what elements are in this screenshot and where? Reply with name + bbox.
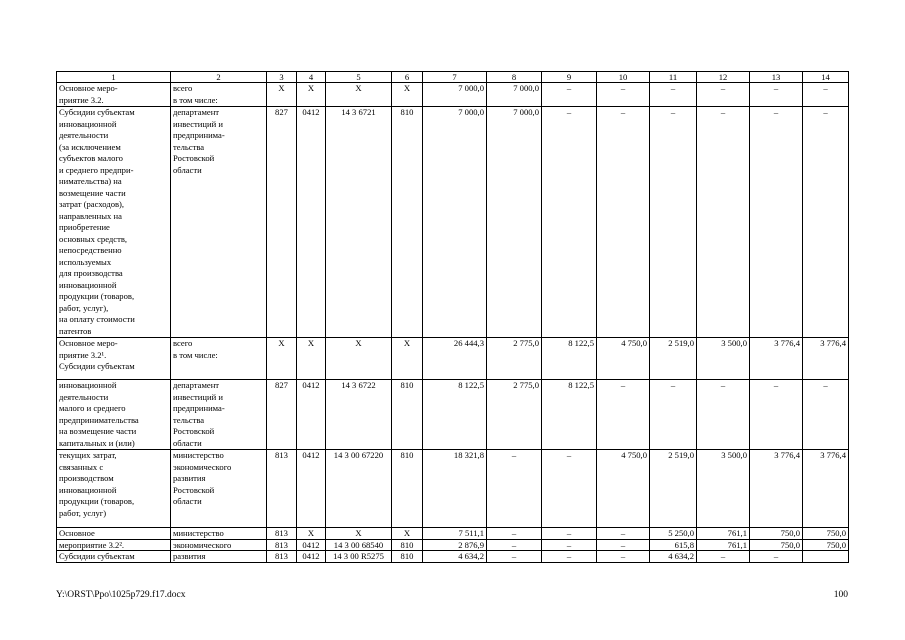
table-cell: Х: [326, 338, 392, 380]
table-cell: 7 000,0: [423, 83, 487, 107]
table-cell: Х: [326, 83, 392, 107]
table-cell: –: [487, 551, 542, 563]
table-cell: 8 122,5: [542, 338, 597, 380]
table-cell: департамент инвестиций и предпринима- тельства Ростовской области: [171, 380, 267, 450]
table-row: [57, 83, 849, 107]
table-cell: 761,1: [697, 539, 750, 551]
table-cell: 810: [392, 450, 423, 528]
table-row: [57, 338, 849, 380]
table-row: [57, 551, 849, 563]
table-cell: Х: [267, 83, 297, 107]
table-cell: 2 519,0: [650, 338, 697, 380]
table-cell: 3 776,4: [750, 338, 803, 380]
table-cell: 813: [267, 528, 297, 540]
header-cell: 4: [297, 72, 326, 83]
table-cell: 813: [267, 539, 297, 551]
table-cell: Х: [392, 338, 423, 380]
footer-file-path: Y:\ORST\Ppo\1025p729.f17.docx: [56, 590, 186, 600]
table-cell: экономического: [171, 539, 267, 551]
table-cell: –: [542, 83, 597, 107]
table-cell: 750,0: [750, 528, 803, 540]
table-cell: всего в том числе:: [171, 338, 267, 380]
table-cell: 7 000,0: [487, 107, 542, 338]
table-cell: 813: [267, 450, 297, 528]
table-cell: –: [542, 551, 597, 563]
table-cell: 4 634,2: [650, 551, 697, 563]
table-cell: Основное меро- приятие 3.2¹. Субсидии субъектам: [57, 338, 171, 380]
table-cell: министерство экономического развития Ростовской области: [171, 450, 267, 528]
table-cell: 26 444,3: [423, 338, 487, 380]
table-cell: 3 776,4: [803, 338, 849, 380]
table-cell: 813: [267, 551, 297, 563]
table-cell: 810: [392, 380, 423, 450]
table-cell: Х: [326, 528, 392, 540]
table-cell: –: [750, 107, 803, 338]
table-cell: 2 876,9: [423, 539, 487, 551]
budget-table: [56, 71, 849, 563]
table-cell: 8 122,5: [423, 380, 487, 450]
table-cell: 827: [267, 107, 297, 338]
table-cell: Х: [392, 83, 423, 107]
header-cell: 14: [803, 72, 849, 83]
table-cell: –: [542, 528, 597, 540]
table-cell: –: [697, 380, 750, 450]
table-cell: –: [487, 528, 542, 540]
table-cell: –: [487, 539, 542, 551]
table-cell: 14 3 6722: [326, 380, 392, 450]
table-cell: 0412: [297, 380, 326, 450]
table-cell: –: [597, 83, 650, 107]
header-cell: 3: [267, 72, 297, 83]
table-cell: 4 750,0: [597, 450, 650, 528]
table-cell: Х: [392, 528, 423, 540]
table-cell: Субсидии субъектам: [57, 551, 171, 563]
table-cell: 810: [392, 107, 423, 338]
table-cell: 810: [392, 551, 423, 563]
table-cell: –: [597, 528, 650, 540]
table-cell: –: [697, 83, 750, 107]
table-cell: 14 3 00 R5275: [326, 551, 392, 563]
header-cell: 13: [750, 72, 803, 83]
table-cell: –: [650, 107, 697, 338]
table-cell: 2 519,0: [650, 450, 697, 528]
table-cell: –: [803, 107, 849, 338]
header-cell: 6: [392, 72, 423, 83]
table-cell: 4 750,0: [597, 338, 650, 380]
table-cell: –: [750, 83, 803, 107]
table-row: [57, 380, 849, 450]
table-cell: Х: [297, 528, 326, 540]
header-cell: 9: [542, 72, 597, 83]
table-cell: 14 3 00 67220: [326, 450, 392, 528]
table-cell: 750,0: [803, 539, 849, 551]
table-cell: инновационной деятельности малого и среднего предпринимательства на возмещение части капитальных и (или): [57, 380, 171, 450]
table-cell: 615,8: [650, 539, 697, 551]
table-cell: –: [697, 107, 750, 338]
table-cell: 3 500,0: [697, 338, 750, 380]
table-cell: 7 511,1: [423, 528, 487, 540]
table-row: [57, 539, 849, 551]
header-cell: 7: [423, 72, 487, 83]
header-cell: 12: [697, 72, 750, 83]
table-cell: Х: [267, 338, 297, 380]
header-cell: 5: [326, 72, 392, 83]
table-cell: Субсидии субъектам инновационной деятельности (за исключением субъектов малого и среднего предпри- нимательства) на возмещение части затрат (расходов), направленных на приобретение основных средств, непосредственно используемых для производства инновационной продукции (товаров, работ, услуг), на оплату стоимости патентов: [57, 107, 171, 338]
table-cell: 810: [392, 539, 423, 551]
table-cell: 7 000,0: [487, 83, 542, 107]
table-cell: 761,1: [697, 528, 750, 540]
table-cell: 3 776,4: [803, 450, 849, 528]
table-cell: Основное: [57, 528, 171, 540]
table-cell: 14 3 00 68540: [326, 539, 392, 551]
table-cell: Х: [297, 83, 326, 107]
table-cell: 18 321,8: [423, 450, 487, 528]
table-cell: 3 776,4: [750, 450, 803, 528]
table-header-row: [57, 72, 849, 83]
table-cell: –: [597, 551, 650, 563]
table-cell: 7 000,0: [423, 107, 487, 338]
header-cell: 11: [650, 72, 697, 83]
header-cell: 8: [487, 72, 542, 83]
table-cell: 0412: [297, 107, 326, 338]
table-cell: –: [750, 551, 803, 563]
table-row: [57, 107, 849, 338]
footer-page-number: 100: [833, 590, 848, 600]
table-cell: министерство: [171, 528, 267, 540]
table-cell: 2 775,0: [487, 338, 542, 380]
table-row: [57, 528, 849, 540]
table-cell: –: [597, 107, 650, 338]
table-cell: 0412: [297, 450, 326, 528]
table-cell: 3 500,0: [697, 450, 750, 528]
table-cell: –: [803, 380, 849, 450]
table-cell: –: [487, 450, 542, 528]
table-cell: –: [542, 450, 597, 528]
table-cell: –: [650, 83, 697, 107]
table-cell: департамент инвестиций и предпринима- тельства Ростовской области: [171, 107, 267, 338]
table-cell: 4 634,2: [423, 551, 487, 563]
table-cell: –: [597, 380, 650, 450]
table-cell: 14 3 6721: [326, 107, 392, 338]
table-cell: –: [750, 380, 803, 450]
table-cell: –: [597, 539, 650, 551]
table-cell: 827: [267, 380, 297, 450]
table-cell: 2 775,0: [487, 380, 542, 450]
table-cell: мероприятие 3.2².: [57, 539, 171, 551]
table-cell: [803, 551, 849, 563]
table-cell: –: [803, 83, 849, 107]
table-cell: текущих затрат, связанных с производством инновационной продукции (товаров, работ, услуг): [57, 450, 171, 528]
table-cell: –: [542, 539, 597, 551]
header-cell: 1: [57, 72, 171, 83]
table-cell: Х: [297, 338, 326, 380]
table-cell: всего в том числе:: [171, 83, 267, 107]
header-cell: 10: [597, 72, 650, 83]
table-row: [57, 450, 849, 528]
table-cell: –: [542, 107, 597, 338]
header-cell: 2: [171, 72, 267, 83]
table-cell: 0412: [297, 539, 326, 551]
table-cell: 750,0: [803, 528, 849, 540]
table-cell: развития: [171, 551, 267, 563]
table-cell: 5 250,0: [650, 528, 697, 540]
table-cell: –: [650, 380, 697, 450]
table-cell: –: [697, 551, 750, 563]
table-cell: 750,0: [750, 539, 803, 551]
table-cell: 0412: [297, 551, 326, 563]
table-cell: Основное меро- приятие 3.2.: [57, 83, 171, 107]
table-cell: 8 122,5: [542, 380, 597, 450]
